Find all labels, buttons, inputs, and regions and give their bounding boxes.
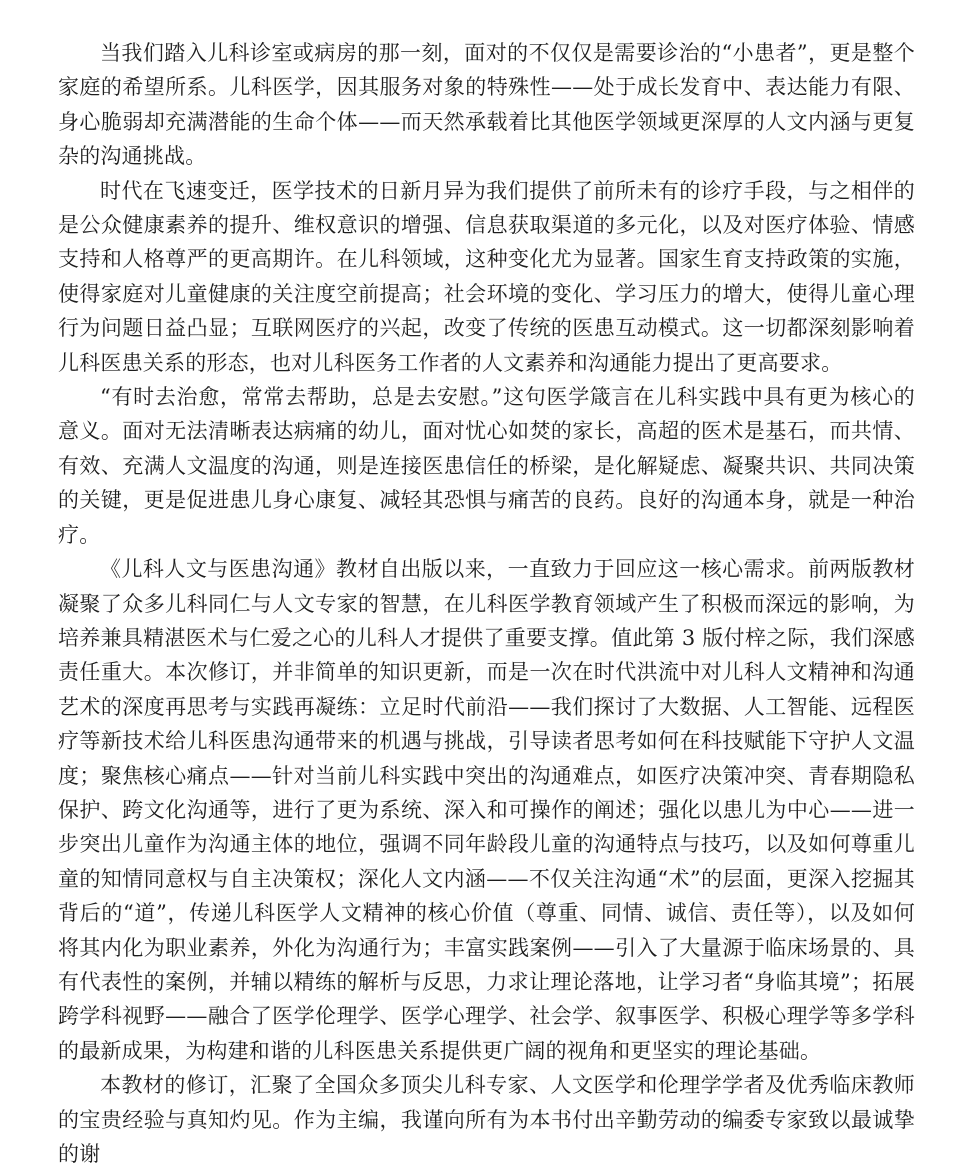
paragraph-2: 时代在飞速变迁，医学技术的日新月异为我们提供了前所未有的诊疗手段，与之相伴的是公众健康素养的提升、维权意识的增强、信息获取渠道的多元化，以及对医疗体验、情感支持和人格尊严的更高期许。在儿科领域，这种变化尤为显著。国家生育支持政策的实施，使得家庭对儿童健康的关注度空前提高；社会环境的变化、学习压力的增大，使得儿童心理行为问题日益凸显；互联网医疗的兴起，改变了传统的医患互动模式。这一切都深刻影响着儿科医患关系的形态，也对儿科医务工作者的人文素养和沟通能力提出了更高要求。: [58, 178, 915, 375]
paragraph-4: 《儿科人文与医患沟通》教材自出版以来，一直致力于回应这一核心需求。前两版教材凝聚了众多儿科同仁与人文专家的智慧，在儿科医学教育领域产生了积极而深远的影响，为培养兼具精湛医术与仁爱之心的儿科人才提供了重要支撑。值此第 3 版付梓之际，我们深感责任重大。本次修订，并非简单的知识更新，而是一次在时代洪流中对儿科人文精神和沟通艺术的深度再思考与实践再凝练：立足时代前沿——我们探讨了大数据、人工智能、远程医疗等新技术给儿科医患沟通带来的机遇与挑战，引导读者思考如何在科技赋能下守护人文温度；聚焦核心痛点——针对当前儿科实践中突出的沟通难点，如医疗决策冲突、青春期隐私保护、跨文化沟通等，进行了更为系统、深入和可操作的阐述；强化以患儿为中心——进一步突出儿童作为沟通主体的地位，强调不同年龄段儿童的沟通特点与技巧，以及如何尊重儿童的知情同意权与自主决策权；深化人文内涵——不仅关注沟通“术”的层面，更深入挖掘其背后的“道”，传递儿科医学人文精神的核心价值（尊重、同情、诚信、责任等），以及如何将其内化为职业素养，外化为沟通行为；丰富实践案例——引入了大量源于临床场景的、具有代表性的案例，并辅以精练的解析与反思，力求让理论落地，让学习者“身临其境”；拓展跨学科视野——融合了医学伦理学、医学心理学、社会学、叙事医学、积极心理学等多学科的最新成果，为构建和谐的儿科医患关系提供更广阔的视角和更坚实的理论基础。: [58, 557, 915, 1063]
paragraph-1: 当我们踏入儿科诊室或病房的那一刻，面对的不仅仅是需要诊治的“小患者”，更是整个家庭的希望所系。儿科医学，因其服务对象的特殊性——处于成长发育中、表达能力有限、身心脆弱却充满潜能的生命个体——而天然承载着比其他医学领域更深厚的人文内涵与更复杂的沟通挑战。: [58, 41, 915, 169]
paragraph-3: “有时去治愈，常常去帮助，总是去安慰。”这句医学箴言在儿科实践中具有更为核心的意义。面对无法清晰表达病痛的幼儿，面对忧心如焚的家长，高超的医术是基石，而共情、有效、充满人文温度的沟通，则是连接医患信任的桥梁，是化解疑虑、凝聚共识、共同决策的关键，更是促进患儿身心康复、减轻其恐惧与痛苦的良药。良好的沟通本身，就是一种治疗。: [58, 385, 915, 547]
paragraph-5: 本教材的修订，汇聚了全国众多顶尖儿科专家、人文医学和伦理学学者及优秀临床教师的宝贵经验与真知灼见。作为主编，我谨向所有为本书付出辛勤劳动的编委专家致以最诚挚的谢: [58, 1073, 915, 1166]
document-page: [58, 36, 915, 1171]
